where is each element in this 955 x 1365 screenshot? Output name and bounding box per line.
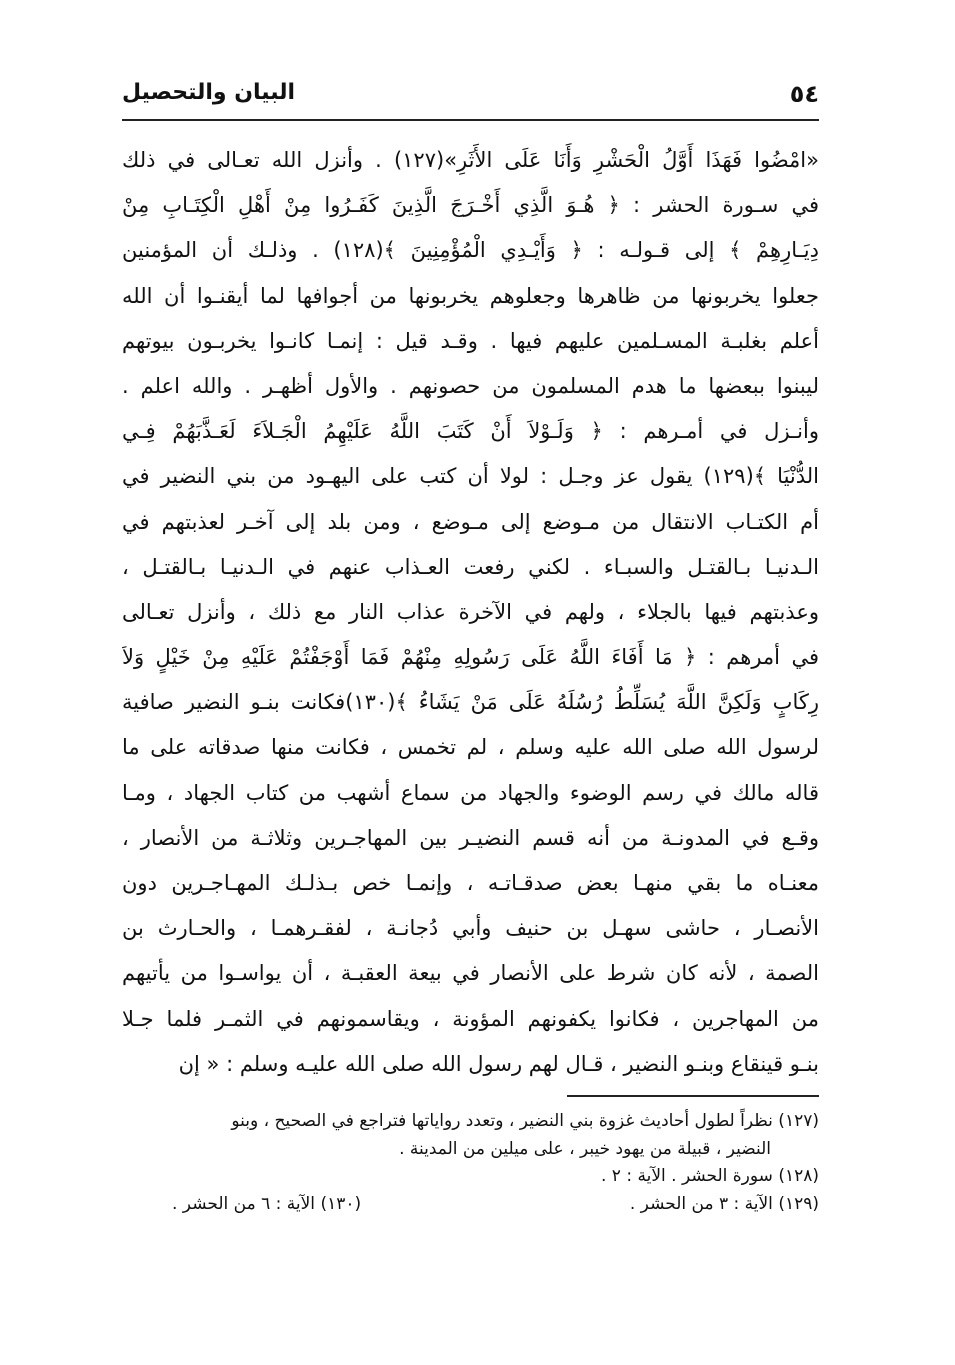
body-line: الصمة ، لأنه كان شرط على الأنصار في بيعة العقبـة ، أن يواسـوا من يأتيهم <box>122 961 819 986</box>
body-line: جعلوا يخربونها من ظاهرها وجعلوهم يخربونها من أجوافها لما أيقنـوا أن الله <box>122 283 819 308</box>
body-line: معنـاه ما بقي منهـا بعض صدقـاتـه ، وإنمـا خص بـذلـك المهـاجـرين دون <box>122 871 819 895</box>
body-line: الـدنيـا بـالقتـل والسبـاء . لكني رفعت العـذاب عنهم في الـدنيـا بـالقتـل ، <box>122 554 819 579</box>
footnote-rule <box>567 1095 819 1097</box>
footnote-127-continued: النضير ، قبيلة من يهود خيبر ، على ميلين من المدينة . <box>399 1138 771 1159</box>
body-line: من المهاجرين ، فكانوا يكفونهم المؤونة ، ويقاسمونهم في الثمـر فلما جـلا <box>122 1006 819 1031</box>
body-line: ليبنوا ببعضها ما هدم المسلمون من حصونهم . والأول أظهـر . والله اعلم . <box>122 373 819 398</box>
footnote-130: (١٣٠) الآية : ٦ من الحشر . <box>172 1193 362 1214</box>
header-rule <box>122 119 819 121</box>
body-text <box>122 138 819 1087</box>
body-line: أم الكتـاب الانتقال من مـوضع إلى مـوضع ، ومن بلد إلى آخـر لعذبتهم في <box>122 509 819 534</box>
page-number: ٥٤ <box>789 80 819 108</box>
body-line: في أمرهم : ﴿ مَا أَفَاءَ اللَّهُ عَلَى رَسُولِهِ مِنْهُمْ فَمَا أَوْجَفْتُمْ عَلَيْهِ مِنْ خَيْلٍ وَلاَ <box>122 645 819 670</box>
footnote-129: (١٢٩) الآية : ٣ من الحشر . <box>629 1193 819 1214</box>
body-line: أعلم بغلبـة المسـلمين عليهم فيها . وقـد قيل : إنمـا كانـوا يخربـون بيوتهم <box>122 328 819 353</box>
page-header <box>122 72 819 118</box>
body-line: الدُّنْيَا ﴾(١٢٩) يقول عز وجـل : لولا أن كتب على اليهـود من بني النضير في <box>122 464 819 489</box>
body-line: رِكَابٍ وَلَكِنَّ اللَّهَ يُسَلِّطُ رُسُلَهُ عَلَى مَنْ يَشَاءُ ﴾(١٣٠)فكانت بنـو النضير صافية <box>122 690 819 715</box>
body-line: وقـع في المدونـة من أنه قسم النضيـر بين المهاجـرين وثلاثـة من الأنصار ، <box>122 825 819 850</box>
body-line: وأنـزل في أمـرهم : ﴿ وَلَـوْلاَ أَنْ كَتَبَ اللَّهُ عَلَيْهِمُ الْجَـلاَءَ لَعَـذَّبَهُمْ فِـي <box>122 419 819 444</box>
footnote-127: (١٢٧) نظراً لطول أحاديث غزوة بني النضير ، وتعدد رواياتها فتراجع في الصحيح ، وبنو <box>231 1111 819 1131</box>
body-line: لرسول الله صلى الله عليه وسلم ، لم تخمس ، فكانت منها صدقاته على ما <box>122 735 819 760</box>
body-line: وعذبتهم فيها بالجلاء ، ولهم في الآخرة عذاب النار مع ذلك ، وأنزل تعـالى <box>122 599 819 624</box>
body-line: «امْضُوا فَهَذَا أَوَّلُ الْحَشْرِ وَأَنَا عَلَى الأَثَرِ»(١٢٧) . وأنزل الله تعـالى في ذلك <box>122 148 819 172</box>
body-line: قاله مالك في رسم الوضوء والجهاد من سماع أشهب من كتاب الجهاد ، ومـا <box>122 780 819 805</box>
footnotes <box>122 1108 819 1218</box>
footnote-row <box>122 1191 819 1219</box>
body-line: بنـو قينقاع وبنـو النضير ، قـال لهم رسول الله صلى الله عليـه وسلم : « إن <box>178 1051 819 1076</box>
footnote-128: (١٢٨) سورة الحشر . الآية : ٢ . <box>600 1166 819 1186</box>
body-line: في سـورة الحشر : ﴿ هُـوَ الَّذِي أَخْـرَجَ الَّذِينَ كَفَـرُوا مِنْ أَهْلِ الْكِتَـابِ مِنْ <box>122 193 819 218</box>
body-line: دِيَـارِهِمْ ﴾ إلى قـولـه : ﴿ وَأَيْـدِي الْمُؤْمِنِينَ ﴾(١٢٨) . وذلـك أن المؤمنين <box>122 238 819 263</box>
body-line: الأنصـار ، حاشى سهـل بن حنيف وأبي دُجانـة ، لفقـرهمـا ، والحـارث بن <box>122 916 819 941</box>
running-title: البيان والتحصيل <box>122 80 296 105</box>
